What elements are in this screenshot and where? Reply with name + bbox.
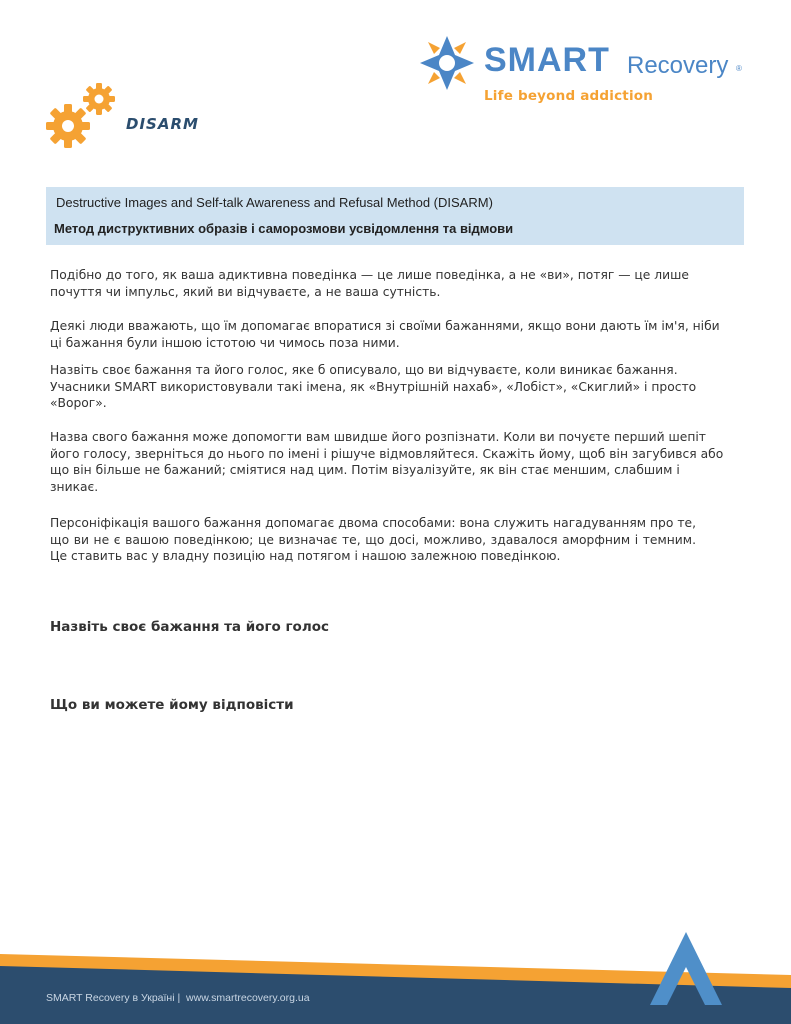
gears-icon	[44, 80, 118, 152]
paragraph: Персоніфікація вашого бажання допомагає двома способами: вона служить нагадуванням про те, що ви не є вашою поведінкою; це визначає те, що досі, можливо, здавалося аморфним і темним. Це ставить вас у владну позицію над потягом і нашою залежною поведінкою.	[50, 516, 696, 563]
smart-recovery-logo	[418, 34, 758, 109]
paragraph: Подібно до того, як ваша адиктивна поведінка — це лише поведінка, а не «ви», потяг — це лише почуття чи імпульс, який ви відчуваєте, а не ваша сутність.	[50, 268, 689, 299]
title-ukrainian: Метод диструктивних образів і саморозмови усвідомлення та відмови	[54, 221, 514, 236]
registered-mark: ®	[736, 64, 742, 73]
prompt-heading: Що ви можете йому відповісти	[50, 697, 294, 713]
title-banner	[46, 187, 744, 245]
logo-brand-primary: SMART	[484, 41, 610, 79]
section-label: DISARM	[126, 115, 199, 133]
title-english: Destructive Images and Self-talk Awareness and Refusal Method (DISARM)	[56, 195, 493, 210]
paragraph: Назвіть своє бажання та його голос, яке б описувало, що ви відчуваєте, коли виникає бажання. Учасники SMART використовували такі імена, як «Внутрішній нахаб», «Лобіст», «Скиглий» і просто «Ворог».	[50, 363, 697, 410]
prompt-heading: Назвіть своє бажання та його голос	[50, 619, 329, 635]
paragraph: Назва свого бажання може допомогти вам швидше його розпізнати. Коли ви почуєте перший шепіт його голосу, зверніться до нього по імені і рішуче відмовляйтеся. Скажіть йому, щоб він загубився або що він більше не бажаний; сміятися над цим. Потім візуалізуйте, як він стає меншим, слабшим і зникає.	[50, 430, 724, 494]
footer-text: SMART Recovery в Україні | www.smartrecovery.org.ua	[46, 992, 310, 1004]
logo-tagline: Life beyond addiction	[484, 88, 654, 104]
logo-brand-secondary: Recovery	[627, 52, 729, 79]
compass-star-icon	[418, 34, 476, 92]
footer-band	[0, 920, 791, 1024]
paragraph: Деякі люди вважають, що їм допомагає впоратися зі своїми бажаннями, якщо вони дають їм ім'я, ніби ці бажання були іншою істотою чи чимось поза ними.	[50, 319, 720, 350]
